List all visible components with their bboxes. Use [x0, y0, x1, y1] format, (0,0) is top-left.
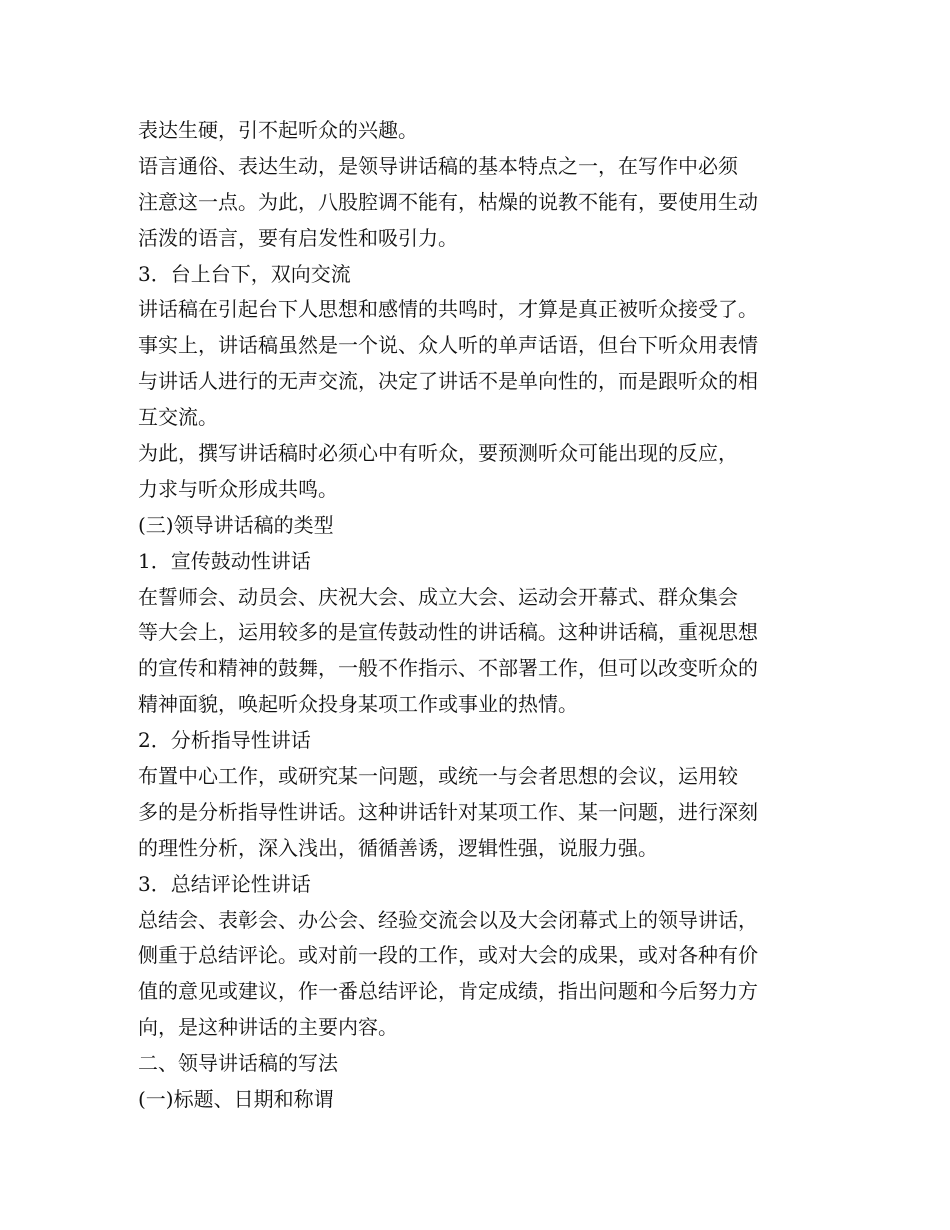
text-line: 值的意见或建议，作一番总结评论，肯定成绩，指出问题和今后努力方	[138, 979, 758, 1004]
section-heading: 二、领导讲话稿的写法	[138, 1051, 338, 1076]
text-line: 表达生硬，引不起听众的兴趣。	[138, 118, 418, 142]
text-line: 事实上，讲话稿虽然是一个说、众人听的单声话语，但台下听众用表情	[138, 333, 758, 358]
text-line: 为此，撰写讲话稿时必须心中有听众，要预测听众可能出现的反应，	[138, 441, 738, 466]
text-line: 讲话稿在引起台下人思想和感情的共鸣时，才算是真正被听众接受了。	[138, 297, 758, 322]
section-heading: (一)标题、日期和称谓	[138, 1087, 334, 1112]
section-heading: 2．分析指导性讲话	[138, 728, 311, 753]
text-line: 语言通俗、表达生动，是领导讲话稿的基本特点之一，在写作中必须	[138, 153, 738, 178]
text-line: 的理性分析，深入浅出，循循善诱，逻辑性强，说服力强。	[138, 835, 658, 860]
text-line: 在誓师会、动员会、庆祝大会、成立大会、运动会开幕式、群众集会	[138, 584, 738, 609]
text-line: 活泼的语言，要有启发性和吸引力。	[138, 225, 458, 250]
section-heading: 3．台上台下，双向交流	[138, 261, 351, 286]
text-line: 互交流。	[138, 405, 218, 430]
text-line: 向，是这种讲话的主要内容。	[138, 1015, 398, 1040]
text-line: 注意这一点。为此，八股腔调不能有，枯燥的说教不能有，要使用生动	[138, 189, 758, 214]
text-line: 与讲话人进行的无声交流，决定了讲话不是单向性的，而是跟听众的相	[138, 369, 758, 394]
text-line: 侧重于总结评论。或对前一段的工作，或对大会的成果，或对各种有价	[138, 943, 758, 968]
text-line: 多的是分析指导性讲话。这种讲话针对某项工作、某一问题，进行深刻	[138, 799, 758, 824]
text-line: 的宣传和精神的鼓舞，一般不作指示、不部署工作，但可以改变听众的	[138, 656, 758, 681]
text-line: 精神面貌，唤起听众投身某项工作或事业的热情。	[138, 692, 578, 717]
section-heading: 1．宣传鼓动性讲话	[138, 548, 311, 573]
text-line: 等大会上，运用较多的是宣传鼓动性的讲话稿。这种讲话稿，重视思想	[138, 620, 758, 645]
section-heading: (三)领导讲话稿的类型	[138, 512, 334, 537]
section-heading: 3．总结评论性讲话	[138, 871, 311, 896]
text-line: 布置中心工作，或研究某一问题，或统一与会者思想的会议，运用较	[138, 764, 738, 789]
text-line: 力求与听众形成共鸣。	[138, 476, 338, 501]
text-line: 总结会、表彰会、办公会、经验交流会以及大会闭幕式上的领导讲话，	[138, 907, 758, 932]
document-body	[138, 113, 818, 1118]
